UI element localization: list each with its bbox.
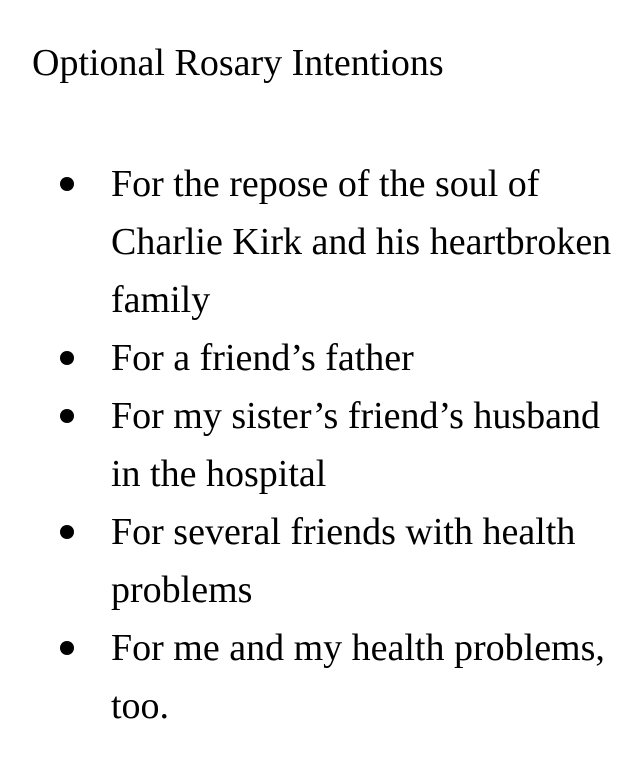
list-item: [0, 329, 636, 387]
intention-text: For me and my health problems, too.: [111, 627, 605, 727]
intentions-list: [0, 155, 636, 735]
bullet-icon: [60, 409, 74, 423]
list-item: [0, 619, 636, 735]
document-title: Optional Rosary Intentions: [32, 42, 444, 84]
intention-text: For my sister’s friend’s husband in the hospital: [111, 395, 601, 495]
intention-text: For several friends with health problems: [111, 511, 576, 611]
bullet-icon: [60, 351, 74, 365]
list-item: [0, 387, 636, 503]
intention-text: For the repose of the soul of Charlie Kirk and his heartbroken family: [111, 163, 612, 321]
bullet-icon: [60, 525, 74, 539]
bullet-icon: [60, 641, 74, 655]
bullet-icon: [60, 177, 74, 191]
list-item: [0, 155, 636, 329]
list-item: [0, 503, 636, 619]
intention-text: For a friend’s father: [111, 337, 414, 379]
